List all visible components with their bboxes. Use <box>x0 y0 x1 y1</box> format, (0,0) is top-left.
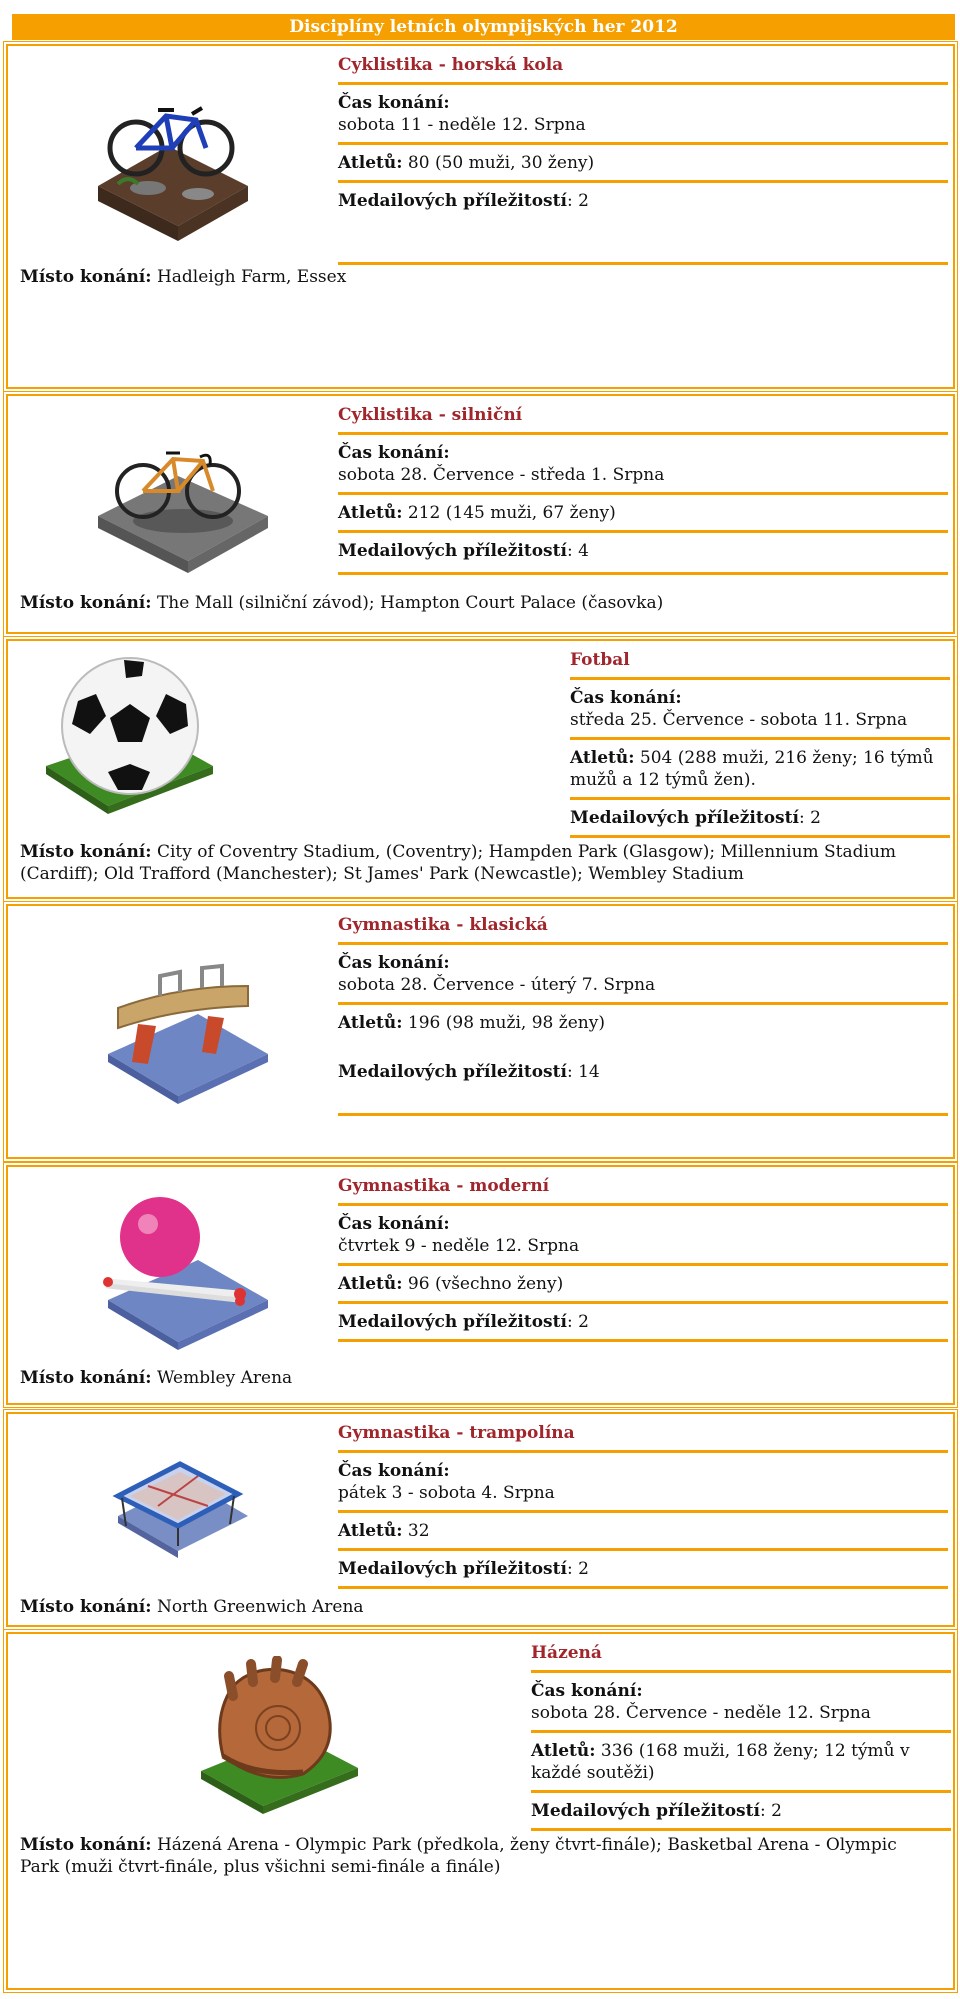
athletes-row: Atletů: 504 (288 muži, 216 ženy; 16 týmů mužů a 12 týmů žen). <box>570 748 934 790</box>
divider <box>338 1548 948 1551</box>
divider <box>338 1510 948 1513</box>
football-icon <box>38 646 218 816</box>
divider <box>338 82 948 85</box>
sport-name: Fotbal <box>570 650 630 670</box>
divider <box>338 1203 948 1206</box>
time-value: sobota 28. Července - neděle 12. Srpna <box>531 1703 871 1723</box>
divider <box>338 1040 948 1043</box>
athletes-row: Atletů: 196 (98 muži, 98 ženy) <box>338 1013 605 1033</box>
mountain-bike-icon <box>88 76 258 246</box>
sport-info <box>338 1175 948 1349</box>
sport-name: Gymnastika - moderní <box>338 1176 550 1196</box>
time-label: Čas konání: <box>570 688 682 708</box>
sport-info <box>531 1642 951 1838</box>
medals-row: Medailových příležitostí: 2 <box>338 191 589 211</box>
venue-row: Místo konání: City of Coventry Stadium, (Coventry); Hampden Park (Glasgow); Millennium Stadium (Cardiff); Old Trafford (Manchester); St James' Park (Newcastle); Wembley Stadium <box>20 842 897 884</box>
athletes-row: Atletů: 212 (145 muži, 67 ženy) <box>338 503 616 523</box>
divider <box>338 942 948 945</box>
sport-section-football <box>6 639 955 899</box>
venue-row: Místo konání: Házená Arena - Olympic Park (předkola, ženy čtvrt-finále); Basketbal Arena - Olympic Park (muži čtvrt-finále, plus všichni semi-finále a finále) <box>20 1835 897 1877</box>
sport-name: Gymnastika - klasická <box>338 915 548 935</box>
divider <box>570 737 950 740</box>
divider <box>338 530 948 533</box>
time-value: sobota 28. Července - úterý 7. Srpna <box>338 975 656 995</box>
athletes-row: Atletů: 336 (168 muži, 168 ženy; 12 týmů v každé soutěži) <box>531 1741 910 1783</box>
time-value: sobota 28. Července - středa 1. Srpna <box>338 465 665 485</box>
divider <box>338 142 948 145</box>
time-label: Čas konání: <box>531 1681 643 1701</box>
time-label: Čas konání: <box>338 1214 450 1234</box>
divider <box>570 677 950 680</box>
rhythmic-ball-icon <box>98 1182 278 1352</box>
medals-row: Medailových příležitostí: 2 <box>531 1801 782 1821</box>
sport-section-road-bike <box>6 394 955 634</box>
trampoline-icon <box>108 1446 258 1566</box>
athletes-row: Atletů: 32 <box>338 1521 430 1541</box>
divider <box>338 1301 948 1304</box>
divider <box>570 835 950 838</box>
medals-row: Medailových příležitostí: 2 <box>570 808 821 828</box>
divider <box>531 1670 951 1673</box>
time-value: pátek 3 - sobota 4. Srpna <box>338 1483 555 1503</box>
time-value: sobota 11 - neděle 12. Srpna <box>338 115 586 135</box>
venue-row: Místo konání: The Mall (silniční závod); Hampton Court Palace (časovka) <box>20 593 664 613</box>
sport-section-mountain-bike <box>6 44 955 389</box>
page-title: Disciplíny letních olympijských her 2012 <box>12 14 955 40</box>
venue-row: Místo konání: Wembley Arena <box>20 1368 293 1388</box>
divider <box>531 1730 951 1733</box>
divider <box>338 262 948 265</box>
athletes-row: Atletů: 96 (všechno ženy) <box>338 1274 564 1294</box>
divider <box>338 572 948 575</box>
sport-info <box>338 404 948 582</box>
divider <box>338 1586 948 1589</box>
divider <box>338 1113 948 1116</box>
pommel-horse-icon <box>98 936 278 1106</box>
divider <box>338 492 948 495</box>
divider <box>338 1002 948 1005</box>
divider <box>338 432 948 435</box>
sport-info <box>338 914 948 1123</box>
venue-row: Místo konání: Hadleigh Farm, Essex <box>20 267 347 287</box>
medals-row: Medailových příležitostí: 4 <box>338 541 589 561</box>
sport-info <box>570 649 950 845</box>
sport-name: Cyklistika - silniční <box>338 405 523 425</box>
divider <box>531 1790 951 1793</box>
sport-section-rhythmic-gymnastics <box>6 1165 955 1405</box>
divider <box>338 1339 948 1342</box>
road-bike-icon <box>88 421 278 581</box>
athletes-row: Atletů: 80 (50 muži, 30 ženy) <box>338 153 595 173</box>
divider <box>570 797 950 800</box>
medals-row: Medailových příležitostí: 2 <box>338 1312 589 1332</box>
time-value: středa 25. Července - sobota 11. Srpna <box>570 710 908 730</box>
divider <box>531 1828 951 1831</box>
handball-glove-icon <box>193 1656 363 1816</box>
divider <box>338 180 948 183</box>
venue-row: Místo konání: North Greenwich Arena <box>20 1597 364 1617</box>
sport-section-artistic-gymnastics <box>6 904 955 1159</box>
time-value: čtvrtek 9 - neděle 12. Srpna <box>338 1236 580 1256</box>
time-label: Čas konání: <box>338 953 450 973</box>
medals-row: Medailových příležitostí: 14 <box>338 1062 600 1082</box>
sport-name: Gymnastika - trampolína <box>338 1423 575 1443</box>
divider <box>338 1263 948 1266</box>
sport-info <box>338 54 948 272</box>
sport-section-trampoline <box>6 1412 955 1627</box>
sport-section-handball <box>6 1632 955 1990</box>
sport-name: Cyklistika - horská kola <box>338 55 564 75</box>
sport-name: Házená <box>531 1643 602 1663</box>
time-label: Čas konání: <box>338 443 450 463</box>
divider <box>338 1450 948 1453</box>
sport-info <box>338 1422 948 1596</box>
time-label: Čas konání: <box>338 1461 450 1481</box>
medals-row: Medailových příležitostí: 2 <box>338 1559 589 1579</box>
time-label: Čas konání: <box>338 93 450 113</box>
